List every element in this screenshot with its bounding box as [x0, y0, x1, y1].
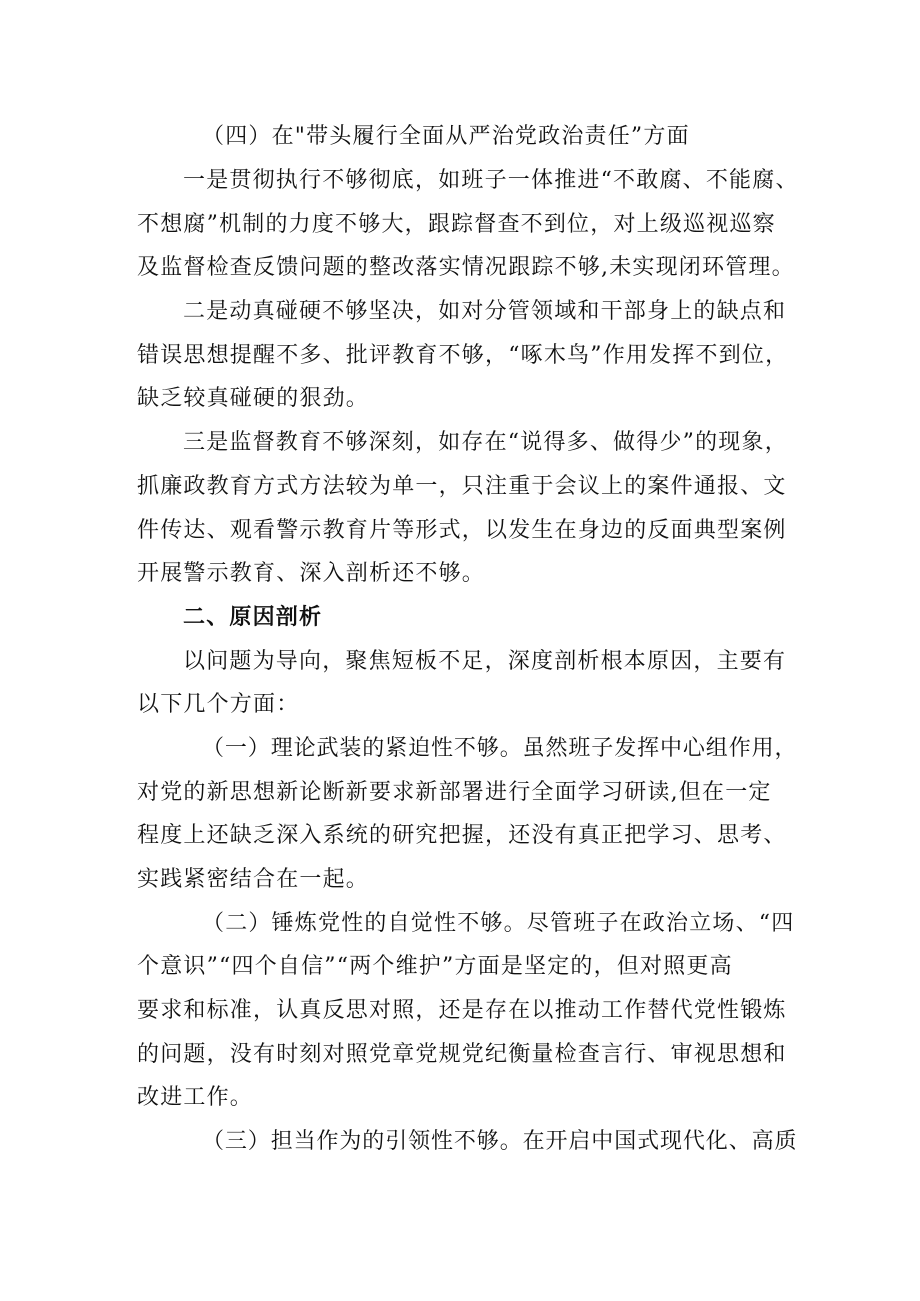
paragraph-line: 以下几个方面： — [137, 692, 300, 717]
paragraph-line: 缺乏较真碰硬的狠劲。 — [137, 386, 370, 411]
paragraph-line: 对党的新思想新论断新要求新部署进行全面学习研读,但在一定 — [137, 780, 772, 805]
paragraph-line: 程度上还缺乏深入系统的研究把握，还没有真正把学习、思考、 — [137, 823, 787, 848]
paragraph-line: 改进工作。 — [137, 1085, 254, 1110]
paragraph-line: 及监督检查反馈问题的整改落实情况跟踪不够,未实现闭环管理。 — [137, 255, 795, 280]
paragraph-line: 不想腐”机制的力度不够大，跟踪督查不到位，对上级巡视巡察 — [137, 212, 776, 237]
paragraph-line: （一）理论武装的紧迫性不够。虽然班子发挥中心组作用， — [202, 736, 798, 761]
paragraph-line: （三）担当作为的引领性不够。在开启中国式现代化、高质 — [202, 1129, 798, 1154]
paragraph-line: 抓廉政教育方式方法较为单一，只注重于会议上的案件通报、文 — [137, 474, 787, 499]
paragraph-line: （二）锤炼党性的自觉性不够。尽管班子在政治立场、“四 — [202, 911, 795, 936]
paragraph-line: 二是动真碰硬不够坚决，如对分管领域和干部身上的缺点和 — [183, 299, 787, 324]
paragraph-line: 一是贯彻执行不够彻底，如班子一体推进“不敢腐、不能腐、 — [183, 168, 799, 193]
paragraph-line: 的问题，没有时刻对照党章党规党纪衡量检查言行、审视思想和 — [137, 1042, 787, 1067]
paragraph-line: 要求和标准，认真反思对照，还是存在以推动工作替代党性锻炼 — [137, 998, 787, 1023]
section-heading: 二、原因剖析 — [183, 605, 323, 630]
paragraph-line: 三是监督教育不够深刻，如存在“说得多、做得少”的现象， — [183, 430, 788, 455]
subsection-heading-4: （四）在"带头履行全面从严治党政治责任”方面 — [202, 124, 690, 149]
paragraph-line: 实践紧密结合在一起。 — [137, 867, 370, 892]
paragraph-line: 件传达、观看警示教育片等形式，以发生在身边的反面典型案例 — [137, 518, 787, 543]
paragraph-line: 错误思想提醒不多、批评教育不够，“啄木鸟”作用发挥不到位， — [137, 343, 789, 368]
paragraph-line: 开展警示教育、深入剖析还不够。 — [137, 561, 486, 586]
paragraph-line: 以问题为导向，聚焦短板不足，深度剖析根本原因，主要有 — [183, 649, 787, 674]
paragraph-line: 个意识”“四个自信”“两个维护”方面是坚定的，但对照更高 — [137, 954, 733, 979]
